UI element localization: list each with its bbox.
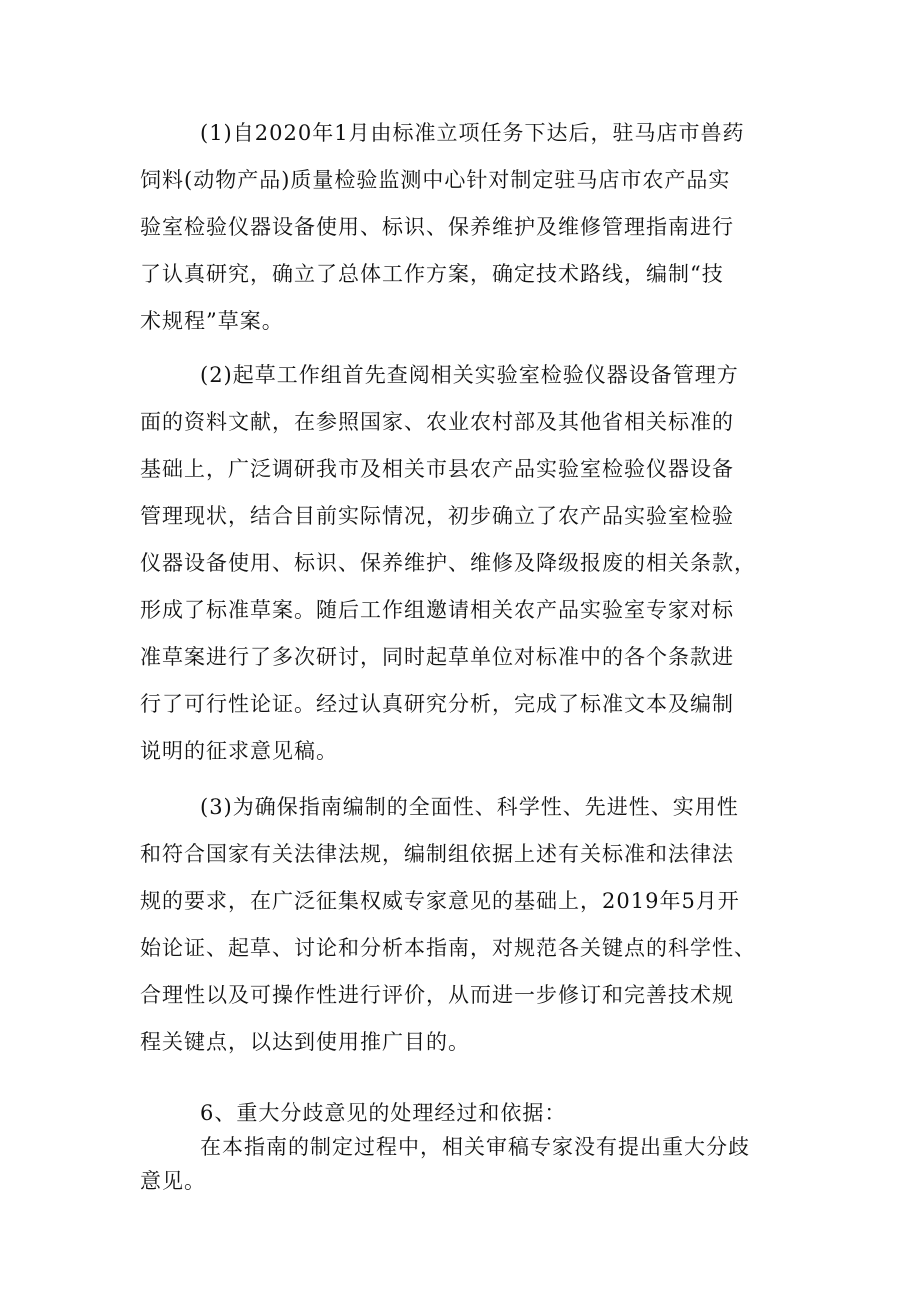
- paragraph-line: 意见。: [140, 1169, 206, 1193]
- paragraph-line: 始论证、起草、讨论和分析本指南，对规范各关键点的科学性、: [140, 936, 756, 960]
- paragraph-line: 管理现状，结合目前实际情况，初步确立了农产品实验室检验: [140, 504, 734, 528]
- paragraph-line: 基础上，广泛调研我市及相关市县农产品实验室检验仪器设备: [140, 457, 734, 481]
- paragraph-line: (2)起草工作组首先查阅相关实验室检验仪器设备管理方: [200, 363, 739, 387]
- paragraph-line: 了认真研究，确立了总体工作方案，确定技术路线，编制“技: [140, 262, 724, 286]
- paragraph-line: 说明的征求意见稿。: [140, 739, 338, 763]
- paragraph-line: 术规程”草案。: [140, 309, 284, 333]
- paragraph-3: [140, 784, 780, 1066]
- paragraph-line: (3)为确保指南编制的全面性、科学性、先进性、实用性: [200, 795, 739, 819]
- paragraph-line: 仪器设备使用、标识、保养维护、维修及降级报废的相关条款，: [140, 551, 756, 575]
- paragraph-line: 程关键点，以达到使用推广目的。: [140, 1030, 470, 1054]
- paragraph-2: [140, 352, 780, 775]
- paragraph-line: 形成了标准草案。随后工作组邀请相关农产品实验室专家对标: [140, 598, 734, 622]
- paragraph-line: (1)自2020年1月由标准立项任务下达后，驻马店市兽药: [200, 121, 745, 145]
- paragraph-line: 行了可行性论证。经过认真研究分析，完成了标准文本及编制: [140, 692, 734, 716]
- paragraph-1: [140, 110, 780, 345]
- paragraph-line: 准草案进行了多次研讨，同时起草单位对标准中的各个条款进: [140, 645, 734, 669]
- section-heading: 6、重大分歧意见的处理经过和依据：: [200, 1101, 567, 1125]
- paragraph-line: 饲料(动物产品)质量检验监测中心针对制定驻马店市农产品实: [140, 168, 731, 192]
- paragraph-line: 规的要求，在广泛征集权威专家意见的基础上，2019年5月开: [140, 889, 740, 913]
- paragraph-line: 和符合国家有关法律法规，编制组依据上述有关标准和法律法: [140, 842, 734, 866]
- paragraph-4: [140, 1096, 780, 1198]
- paragraph-line: 合理性以及可操作性进行评价，从而进一步修订和完善技术规: [140, 983, 734, 1007]
- paragraph-line: 在本指南的制定过程中，相关审稿专家没有提出重大分歧: [200, 1135, 750, 1159]
- paragraph-line: 面的资料文献，在参照国家、农业农村部及其他省相关标准的: [140, 410, 734, 434]
- paragraph-line: 验室检验仪器设备使用、标识、保养维护及维修管理指南进行: [140, 215, 734, 239]
